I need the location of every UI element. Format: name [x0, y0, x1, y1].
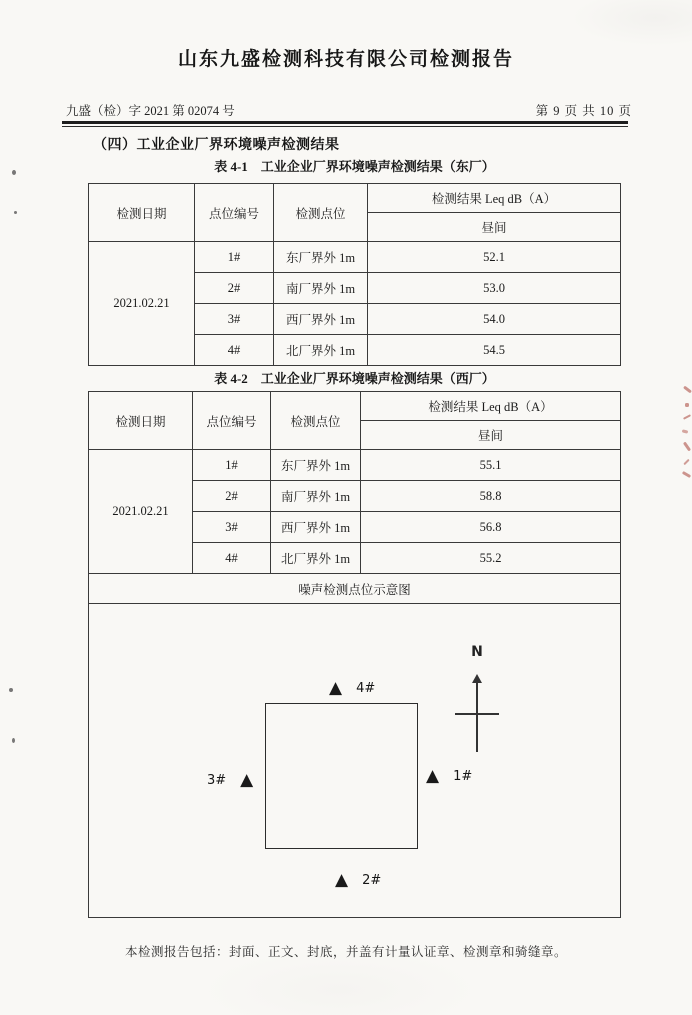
col-header-date: 检测日期: [89, 184, 195, 242]
compass-crossbar: [455, 713, 499, 715]
cell-location: 北厂界外 1m: [271, 543, 361, 574]
cell-point-no: 1#: [193, 450, 271, 481]
cell-value: 56.8: [361, 512, 621, 543]
cell-point-no: 2#: [193, 481, 271, 512]
monitoring-point-1: [426, 766, 472, 786]
triangle-marker-icon: ▲: [426, 765, 440, 786]
compass-shaft: [476, 682, 478, 752]
col-header-date: 检测日期: [89, 392, 193, 450]
cell-location: 南厂界外 1m: [271, 481, 361, 512]
scan-speck: [9, 688, 13, 692]
triangle-marker-icon: ▲: [329, 677, 343, 698]
document-number: 九盛（检）字 2021 第 02074 号: [66, 104, 235, 118]
cell-point-no: 4#: [193, 543, 271, 574]
diagram-title: 噪声检测点位示意图: [89, 574, 621, 604]
cell-location: 北厂界外 1m: [274, 335, 368, 366]
table-east-caption: 表 4-1 工业企业厂界环境噪声检测结果（东厂）: [214, 159, 495, 174]
cell-value: 54.0: [368, 304, 621, 335]
seal-stroke: [683, 459, 689, 465]
col-header-result: 检测结果 Leq dB（A）: [361, 392, 621, 421]
cell-point-no: 4#: [195, 335, 274, 366]
cell-date: 2021.02.21: [89, 450, 193, 574]
seal-stroke: [682, 429, 689, 433]
marker-label: 3#: [207, 772, 227, 788]
cell-point-no: 2#: [195, 273, 274, 304]
col-header-location: 检测点位: [274, 184, 368, 242]
marker-label: 1#: [453, 768, 473, 784]
header-divider: [62, 121, 628, 127]
cell-point-no: 3#: [195, 304, 274, 335]
triangle-marker-icon: ▲: [335, 869, 349, 890]
col-header-daytime: 昼间: [361, 421, 621, 450]
cell-value: 53.0: [368, 273, 621, 304]
cell-location: 东厂界外 1m: [274, 242, 368, 273]
table-row: [89, 242, 621, 273]
seal-stroke: [685, 403, 689, 407]
cell-value: 54.5: [368, 335, 621, 366]
cell-point-no: 1#: [195, 242, 274, 273]
cell-date: 2021.02.21: [89, 242, 195, 366]
monitoring-points-diagram: [89, 604, 620, 917]
monitoring-point-3: [207, 770, 253, 790]
report-title: 山东九盛检测科技有限公司检测报告: [177, 49, 514, 70]
cell-location: 南厂界外 1m: [274, 273, 368, 304]
scan-speck: [12, 170, 16, 175]
col-header-point-no: 点位编号: [193, 392, 271, 450]
cell-location: 西厂界外 1m: [271, 512, 361, 543]
seal-stroke: [683, 386, 692, 394]
monitoring-point-4: [329, 678, 375, 698]
cell-value: 52.1: [368, 242, 621, 273]
monitoring-point-2: [335, 870, 381, 890]
col-header-result: 检测结果 Leq dB（A）: [368, 184, 621, 213]
footer-note: 本检测报告包括：封面、正文、封底，并盖有计量认证章、检测章和骑缝章。: [124, 945, 567, 959]
col-header-daytime: 昼间: [368, 213, 621, 242]
col-header-point-no: 点位编号: [195, 184, 274, 242]
cell-location: 西厂界外 1m: [274, 304, 368, 335]
page-indicator: 第 9 页 共 10 页: [535, 104, 632, 118]
marker-label: 2#: [362, 872, 382, 888]
north-label: N: [471, 644, 483, 660]
cell-location: 东厂界外 1m: [271, 450, 361, 481]
cell-point-no: 3#: [193, 512, 271, 543]
triangle-marker-icon: ▲: [240, 769, 254, 790]
north-compass-icon: [441, 644, 517, 759]
table-row: [89, 450, 621, 481]
seal-stroke: [683, 414, 691, 420]
marker-label: 4#: [356, 680, 376, 696]
noise-table-east: [88, 183, 621, 366]
seal-stroke: [683, 442, 691, 452]
table-west-caption: 表 4-2 工业企业厂界环境噪声检测结果（西厂）: [214, 371, 495, 386]
section-heading: （四）工业企业厂界环境噪声检测结果: [93, 138, 340, 153]
plant-boundary-rectangle: [265, 703, 418, 849]
scan-speck: [14, 211, 17, 214]
noise-table-west: [88, 391, 621, 918]
cell-value: 58.8: [361, 481, 621, 512]
cell-value: 55.2: [361, 543, 621, 574]
seal-stroke: [682, 471, 691, 478]
scan-speck: [12, 738, 15, 743]
red-seal-fragment: [678, 385, 692, 485]
col-header-location: 检测点位: [271, 392, 361, 450]
cell-value: 55.1: [361, 450, 621, 481]
